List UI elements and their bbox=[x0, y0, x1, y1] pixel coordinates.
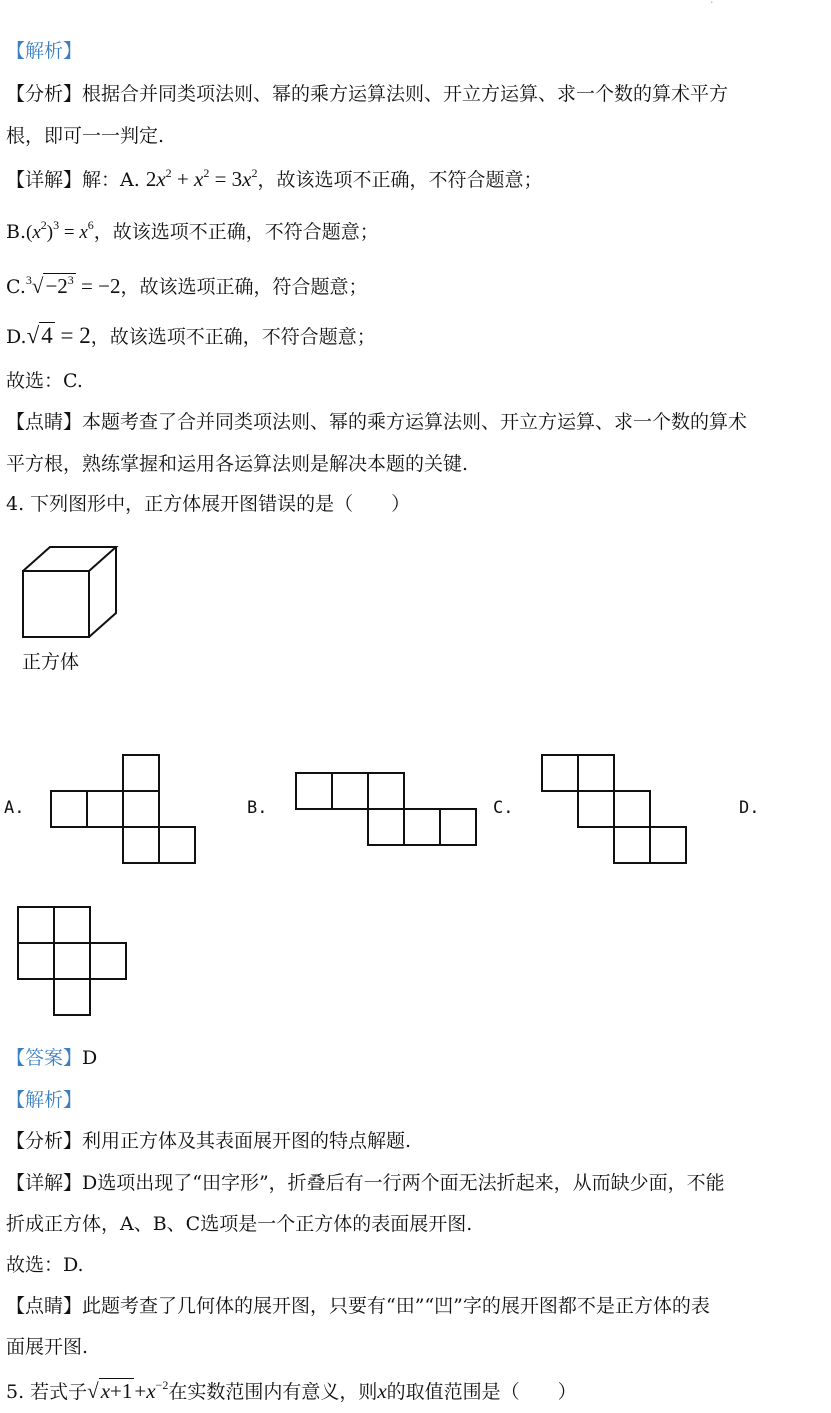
formula-a: $2x^2 + x^2 = 3x^2$ bbox=[145, 166, 258, 191]
net-a-face bbox=[158, 826, 196, 864]
net-b-face bbox=[331, 772, 369, 810]
answer-value: D bbox=[82, 1047, 98, 1069]
choice-1: 故选：C. bbox=[6, 370, 83, 392]
net-label-d: D. bbox=[739, 798, 760, 818]
comment-label: 【点睛】 bbox=[6, 411, 83, 433]
net-d-face bbox=[53, 978, 91, 1016]
corner-mark: ' bbox=[710, 0, 713, 9]
cube-caption: 正方体 bbox=[22, 651, 80, 673]
detail-text: D选项出现了“田字形”，折叠后有一行两个面无法折起来，从而缺少面，不能 bbox=[82, 1172, 725, 1194]
net-label-a: A. bbox=[4, 798, 25, 818]
analysis-label: 【分析】 bbox=[6, 1130, 83, 1152]
detail-label: 【详解】 bbox=[6, 1172, 83, 1194]
net-d bbox=[17, 906, 131, 1018]
analysis-text: 利用正方体及其表面展开图的特点解题. bbox=[82, 1130, 412, 1152]
net-a-face bbox=[122, 754, 160, 792]
net-a-face bbox=[86, 790, 124, 828]
option-d-prefix: D. bbox=[6, 326, 27, 348]
option-b-line bbox=[6, 219, 379, 246]
net-c bbox=[541, 754, 691, 866]
detail-1-line bbox=[6, 166, 543, 193]
net-b-face bbox=[403, 808, 441, 846]
comment-2-line-a bbox=[6, 1293, 710, 1319]
net-b-face bbox=[367, 772, 405, 810]
net-a-face bbox=[122, 826, 160, 864]
question-4: 4. 下列图形中，正方体展开图错误的是（ ） bbox=[6, 493, 411, 515]
net-c-face bbox=[613, 790, 651, 828]
comment-text: 此题考查了几何体的展开图，只要有“田”“凹”字的展开图都不是正方体的表 bbox=[82, 1295, 710, 1317]
net-d-face bbox=[17, 906, 55, 944]
net-d-face bbox=[53, 942, 91, 980]
analysis-1-line-b: 根，即可一一判定. bbox=[6, 125, 165, 147]
net-b-face bbox=[367, 808, 405, 846]
cube-figure bbox=[20, 544, 122, 640]
net-c-face bbox=[577, 790, 615, 828]
detail-suffix: ，故该选项不正确，不符合题意； bbox=[257, 169, 543, 191]
comment-label: 【点睛】 bbox=[6, 1295, 83, 1317]
choice-2: 故选：D. bbox=[6, 1254, 84, 1276]
formula-c: $^3√-2^3 = -2$ bbox=[25, 273, 121, 298]
net-b bbox=[295, 772, 481, 848]
net-label-c: C. bbox=[493, 798, 514, 818]
net-a-face bbox=[122, 790, 160, 828]
question-5-middle: 在实数范围内有意义，则 bbox=[168, 1381, 378, 1403]
net-d-face bbox=[89, 942, 127, 980]
net-a-face bbox=[50, 790, 88, 828]
comment-1-line-a bbox=[6, 409, 747, 435]
formula-d: √4 = 2 bbox=[26, 323, 91, 348]
net-c-face bbox=[541, 754, 579, 792]
option-c-line bbox=[6, 273, 367, 300]
comment-1-line-b: 平方根，熟练掌握和运用各运算法则是解决本题的关键. bbox=[6, 453, 469, 475]
net-b-face bbox=[295, 772, 333, 810]
option-d-line bbox=[6, 323, 376, 350]
analysis-heading-2: 【解析】 bbox=[6, 1089, 83, 1111]
comment-2-line-b: 面展开图. bbox=[6, 1336, 89, 1358]
answer-line bbox=[6, 1045, 97, 1071]
detail-label: 【详解】 bbox=[6, 169, 83, 191]
analysis-label: 【分析】 bbox=[6, 83, 83, 105]
option-d-suffix: ，故该选项不正确，不符合题意； bbox=[90, 326, 376, 348]
net-d-face bbox=[53, 906, 91, 944]
detail-2-line-b: 折成正方体，A、B、C选项是一个正方体的表面展开图. bbox=[6, 1213, 473, 1235]
answer-label: 【答案】 bbox=[6, 1047, 83, 1069]
detail-prefix: 解：A. bbox=[82, 169, 140, 191]
question-5 bbox=[6, 1378, 577, 1405]
analysis-1-line-a bbox=[6, 81, 728, 107]
net-label-b: B. bbox=[247, 798, 268, 818]
net-c-face bbox=[649, 826, 687, 864]
option-b-suffix: ，故该选项不正确，不符合题意； bbox=[93, 221, 379, 243]
net-a bbox=[50, 754, 198, 866]
formula-b: $(x^2)^3 = x^6$ bbox=[26, 218, 94, 243]
question-5-var: x bbox=[377, 1379, 387, 1403]
net-c-face bbox=[613, 826, 651, 864]
comment-text: 本题考查了合并同类项法则、幂的乘方运算法则、开立方运算、求一个数的算术 bbox=[82, 411, 748, 433]
question-5-suffix: 的取值范围是（ ） bbox=[386, 1381, 577, 1403]
net-d-face bbox=[17, 942, 55, 980]
detail-2-line-a bbox=[6, 1170, 725, 1196]
option-c-suffix: ，故该选项正确，符合题意； bbox=[120, 276, 368, 298]
net-b-face bbox=[439, 808, 477, 846]
analysis-text: 根据合并同类项法则、幂的乘方运算法则、开立方运算、求一个数的算术平方 bbox=[82, 83, 729, 105]
formula-q5: $√x+1+x^{-2}$ bbox=[87, 1378, 169, 1403]
analysis-heading-1: 【解析】 bbox=[6, 40, 83, 62]
option-c-prefix: C. bbox=[6, 276, 26, 298]
option-b-prefix: B. bbox=[6, 221, 27, 243]
net-c-face bbox=[577, 754, 615, 792]
question-5-prefix: 5. 若式子 bbox=[6, 1381, 88, 1403]
analysis-2-line bbox=[6, 1128, 411, 1154]
